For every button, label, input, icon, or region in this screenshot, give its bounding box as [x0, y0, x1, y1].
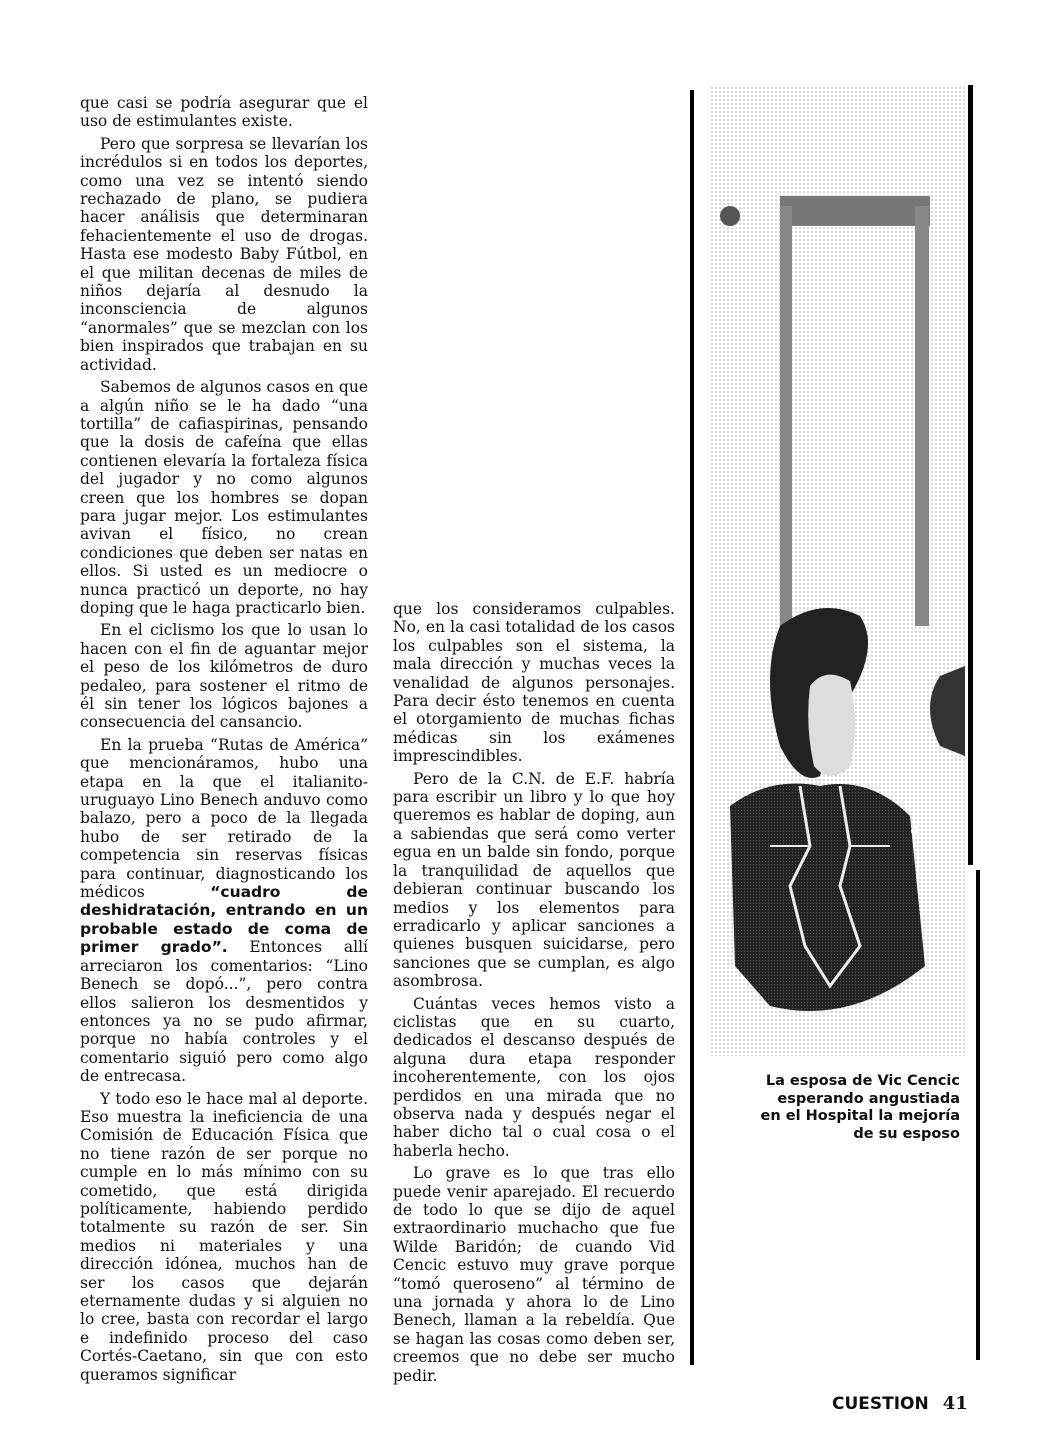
right-vertical-rule-top	[968, 85, 973, 865]
article-column-middle	[393, 600, 675, 1389]
rutas-text-start: En la prueba “Rutas de América” que mencionáramos, hubo una etapa en la que el italianito-uruguayo Lino Benech anduvo como balazo, pero a poco de la llegada hubo de ser retirado de la competencia sin reservas físicas para continuar, diagnosticando los médicos	[80, 735, 368, 902]
diagnosis-quote: “cuadro de deshidratación, entrando en un probable estado de coma de primer grado”.	[80, 883, 368, 957]
magazine-name: CUESTION	[832, 1394, 929, 1414]
rutas-text-end: Entonces allí arreciaron los comentarios: “Lino Benech se dopó...”, pero contra ellos salieron los desmentidos y entonces ya no se pudo afirmar, porque no había controles y el comentario siguió pero como algo de entrecasa.	[80, 938, 368, 1086]
paragraph: Y todo eso le hace mal al deporte. Eso muestra la ineficiencia de una Comisión de Educación Física que no tiene razón de ser porque no cumple en lo más mínimo con su cometido, que está dirigida políticamente, habiendo perdido totalmente su razón de ser. Sin medios ni materiales y una dirección idónea, muchos han de ser los casos que dejarán eternamente dudas y si alguien no lo cree, basta con recordar el largo e indefinido proceso del caso Cortés-Caetano, sin que con esto queramos significar	[80, 1089, 368, 1384]
left-vertical-rule	[690, 90, 694, 1365]
photo-woman-hospital	[710, 86, 965, 1056]
right-vertical-rule-bottom	[976, 870, 980, 1360]
page-footer	[832, 1393, 968, 1414]
paragraph: Cuántas veces hemos visto a ciclistas que en su cuarto, dedicados el descanso después de alguna dura etapa responder incoherentemente, con los ojos perdidos en una mirada que no observa nada y después negar el haber dicho tal o cual cosa o el haberla hecho.	[393, 994, 675, 1160]
paragraph: Pero de la C.N. de E.F. habría para escribir un libro y lo que hoy queremos es hablar de doping, aun a sabiendas que será como verter egua en un balde sin fondo, porque la tranquilidad de aquellos que debieran continuar buscando los medios y los elementos para erradicarlo y aplicar sanciones a quienes busquen suicidarse, pero sanciones que se cumplan, es algo asombrosa.	[393, 769, 675, 991]
paragraph: que los consideramos culpables. No, en la casi totalidad de los casos los culpables son el sistema, la mala dirección y muchas veces la venalidad de algunos personajes. Para decir ésto tenemos en cuenta el otorgamiento de muchas fichas médicas sin los exámenes imprescindibles.	[393, 600, 675, 766]
article-column-left	[80, 94, 368, 1388]
paragraph: En el ciclismo los que lo usan lo hacen con el fin de aguantar mejor el peso de los kilómetros de duro pedaleo, para sostener el ritmo de él sin tener los lógicos bajones a consecuencia del cansancio.	[80, 621, 368, 732]
photo-caption: La esposa de Vic Cencic esperando angustiada en el Hospital la mejoría de su esposo	[760, 1073, 960, 1142]
paragraph: Sabemos de algunos casos en que a algún niño se le ha dado “una tortilla” de cafiaspirinas, pensando que la dosis de cafeína que ellas contienen elevaría la fortaleza física del jugador y no como algunos creen que los hombres se dopan para jugar mejor. Los estimulantes avivan el físico, no crean condiciones que deben ser natas en ellos. Si usted es un mediocre o nunca practicó un deporte, no hay doping que le haga practicarlo bien.	[80, 378, 368, 617]
paragraph-rutas	[80, 736, 368, 1086]
page-number: 41	[942, 1393, 968, 1414]
paragraph: Lo grave es lo que tras ello puede venir aparejado. El recuerdo de todo lo que se dijo de aquel extraordinario muchacho que fue Wilde Baridón; de cuando Vid Cencic estuvo muy grave porque “tomó queroseno” al término de una jornada y ahora lo de Lino Benech, llaman a la rebeldía. Que se hagan las cosas como deben ser, creemos que no debe ser mucho pedir.	[393, 1164, 675, 1385]
paragraph: Pero que sorpresa se llevarían los incrédulos si en todos los deportes, como una vez se intentó siendo rechazado de plano, se pudiera hacer análisis que determinaran fehacientemente el uso de drogas. Hasta ese modesto Baby Fútbol, en el que militan decenas de miles de niños dejaría al desnudo la inconsciencia de algunos “anormales” que se mezclan con los bien inspirados que trabajan en su actividad.	[80, 134, 368, 374]
paragraph: que casi se podría asegurar que el uso de estimulantes existe.	[80, 94, 368, 131]
